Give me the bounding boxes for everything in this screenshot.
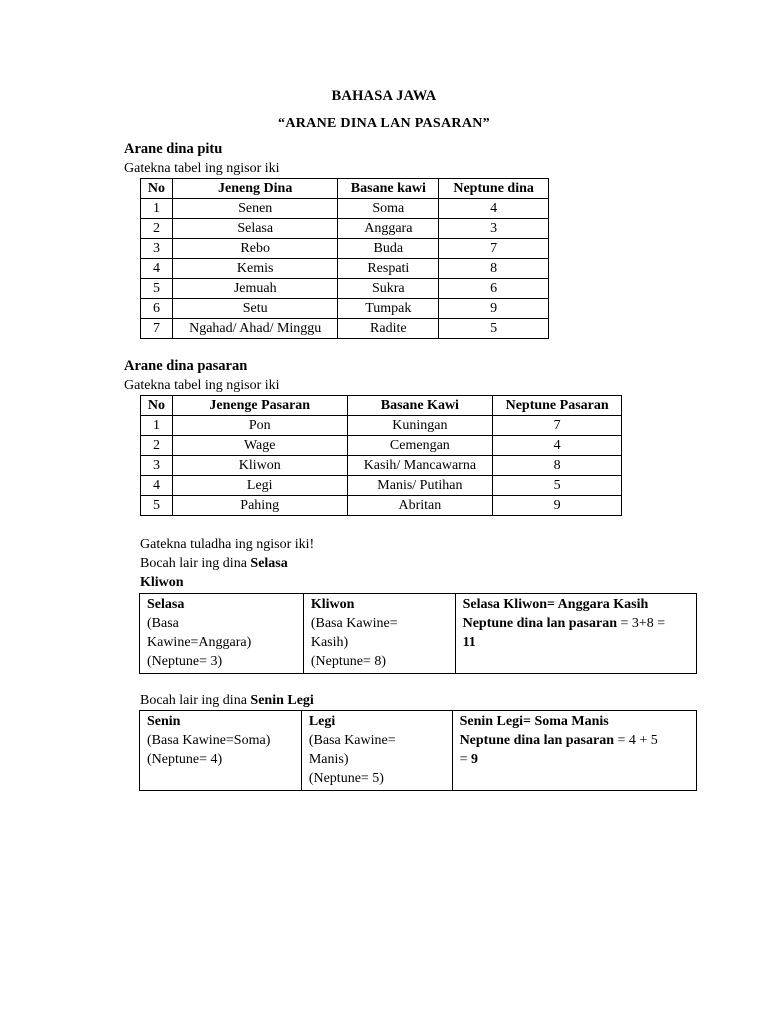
example1-lead-text: Bocah lair ing dina [140, 556, 247, 571]
section-heading-dina-pitu: Arane dina pitu [124, 141, 223, 157]
example1-day-line: (Neptune= 3) [147, 654, 223, 669]
table-cell: Kemis [172, 259, 337, 279]
example1-result-sum [463, 614, 688, 633]
table-cell: 7 [439, 239, 549, 259]
example1-day-cell [140, 594, 304, 674]
table-row [141, 199, 549, 219]
table-header-row [141, 396, 622, 416]
table-row [141, 319, 549, 339]
example2-result-eq: = [459, 752, 471, 767]
table-header-cell: No [141, 396, 173, 416]
table-row [140, 711, 697, 791]
table-cell: Setu [172, 299, 337, 319]
table-row [140, 594, 697, 674]
table-cell: Anggara [338, 219, 439, 239]
table-cell: 8 [439, 259, 549, 279]
table-row [141, 476, 622, 496]
table-cell: 4 [141, 259, 173, 279]
table-cell: 2 [141, 219, 173, 239]
example2-result-value: 9 [470, 752, 478, 767]
table-row [141, 259, 549, 279]
table-cell: Tumpak [338, 299, 439, 319]
table-cell: 4 [493, 436, 622, 456]
section-heading-dina-pasaran: Arane dina pasaran [124, 358, 248, 374]
table-row [141, 436, 622, 456]
section-intro-dina-pasaran: Gatekna tabel ing ngisor iki [124, 378, 280, 393]
section-intro-dina-pitu: Gatekna tabel ing ngisor iki [124, 161, 280, 176]
example1-day-title: Selasa [147, 597, 185, 612]
example1-result-cell [455, 594, 696, 674]
table-row [141, 496, 622, 516]
table-cell: Kuningan [347, 416, 493, 436]
table-cell: 8 [493, 456, 622, 476]
table-cell: Pahing [172, 496, 347, 516]
table-header-cell: Basane kawi [338, 179, 439, 199]
table-header-cell: Neptune dina [439, 179, 549, 199]
table-cell: Selasa [172, 219, 337, 239]
example2-result-sum [460, 731, 688, 750]
table-cell: Wage [172, 436, 347, 456]
table-cell: 5 [439, 319, 549, 339]
example2-result-label: Neptune dina lan pasaran [459, 733, 614, 748]
example1-pasaran-title: Kliwon [310, 597, 355, 612]
table-dina-pasaran [140, 395, 622, 516]
example1-lead-day: Selasa [250, 556, 288, 571]
table-cell: Respati [338, 259, 439, 279]
table-cell: 5 [141, 496, 173, 516]
example1-table [139, 593, 697, 674]
table-cell: Manis/ Putihan [347, 476, 493, 496]
table-cell: 4 [439, 199, 549, 219]
table-cell: 1 [141, 199, 173, 219]
table-cell: Legi [172, 476, 347, 496]
table-cell: Jemuah [172, 279, 337, 299]
example2-pasaran-title: Legi [308, 714, 336, 729]
table-cell: 4 [141, 476, 173, 496]
table-row [141, 279, 549, 299]
example1-pasaran-cell [303, 594, 455, 674]
example2-day-cell [140, 711, 302, 791]
example1-day-line: (Basa [147, 616, 179, 631]
example2-pasaran-line: (Neptune= 5) [308, 771, 384, 786]
table-dina-pitu [140, 178, 549, 339]
table-cell: Pon [172, 416, 347, 436]
example-intro: Gatekna tuladha ing ngisor iki! [140, 537, 315, 552]
table-cell: Abritan [347, 496, 493, 516]
table-row [141, 239, 549, 259]
table-cell: Soma [338, 199, 439, 219]
table-cell: 7 [141, 319, 173, 339]
example2-result-title: Senin Legi= Soma Manis [459, 714, 609, 729]
table-cell: 9 [493, 496, 622, 516]
example2-pasaran-line: Manis) [308, 752, 349, 767]
example1-pasaran-line: (Basa Kawine= [310, 616, 398, 631]
example1-result-title: Selasa Kliwon= Anggara Kasih [462, 597, 649, 612]
table-cell: 3 [141, 456, 173, 476]
table-cell: 9 [439, 299, 549, 319]
table-cell: Senen [172, 199, 337, 219]
example2-result-expr: = 4 + 5 [614, 733, 658, 748]
example1-day-line: Kawine=Anggara) [147, 635, 252, 650]
table-header-row [141, 179, 549, 199]
table-header-cell: Jenenge Pasaran [172, 396, 347, 416]
example1-lead [140, 554, 288, 573]
example2-day-line: (Neptune= 4) [147, 752, 223, 767]
example2-result-total [460, 750, 688, 769]
table-cell: Rebo [172, 239, 337, 259]
example1-pasaran-line: Kasih) [310, 635, 349, 650]
table-row [141, 299, 549, 319]
example2-table [139, 710, 697, 791]
table-cell: 1 [141, 416, 173, 436]
example2-lead-text: Bocah lair ing dina [140, 693, 247, 708]
table-cell: Radite [338, 319, 439, 339]
table-cell: 5 [493, 476, 622, 496]
table-header-cell: Basane Kawi [347, 396, 493, 416]
table-cell: 5 [141, 279, 173, 299]
table-header-cell: Jeneng Dina [172, 179, 337, 199]
example2-pasaran-cell [301, 711, 452, 791]
example2-day-line: (Basa Kawine=Soma) [147, 733, 271, 748]
example2-result-cell [452, 711, 696, 791]
example1-pasaran-line: (Neptune= 8) [310, 654, 386, 669]
table-row [141, 219, 549, 239]
table-cell: 2 [141, 436, 173, 456]
table-header-cell: Neptune Pasaran [493, 396, 622, 416]
table-row [141, 416, 622, 436]
example1-result-total: 11 [462, 635, 476, 650]
example2-pasaran-line: (Basa Kawine= [308, 733, 396, 748]
table-cell: Buda [338, 239, 439, 259]
table-row [141, 456, 622, 476]
table-cell: Cemengan [347, 436, 493, 456]
table-header-cell: No [141, 179, 173, 199]
example2-day-title: Senin [147, 714, 181, 729]
table-cell: Ngahad/ Ahad/ Minggu [172, 319, 337, 339]
table-cell: 6 [439, 279, 549, 299]
table-cell: Sukra [338, 279, 439, 299]
example2-lead [140, 691, 314, 710]
example2-lead-day: Senin Legi [250, 693, 314, 708]
table-cell: 3 [439, 219, 549, 239]
table-cell: 3 [141, 239, 173, 259]
example1-result-label: Neptune dina lan pasaran [462, 616, 618, 631]
example1-lead-pasaran: Kliwon [140, 575, 184, 590]
table-cell: 7 [493, 416, 622, 436]
table-cell: Kasih/ Mancawarna [347, 456, 493, 476]
example1-result-expr: = 3+8 = [617, 616, 666, 631]
table-cell: Kliwon [172, 456, 347, 476]
document-subtitle: “ARANE DINA LAN PASARAN” [278, 116, 490, 131]
table-cell: 6 [141, 299, 173, 319]
document-title: BAHASA JAWA [331, 88, 437, 104]
